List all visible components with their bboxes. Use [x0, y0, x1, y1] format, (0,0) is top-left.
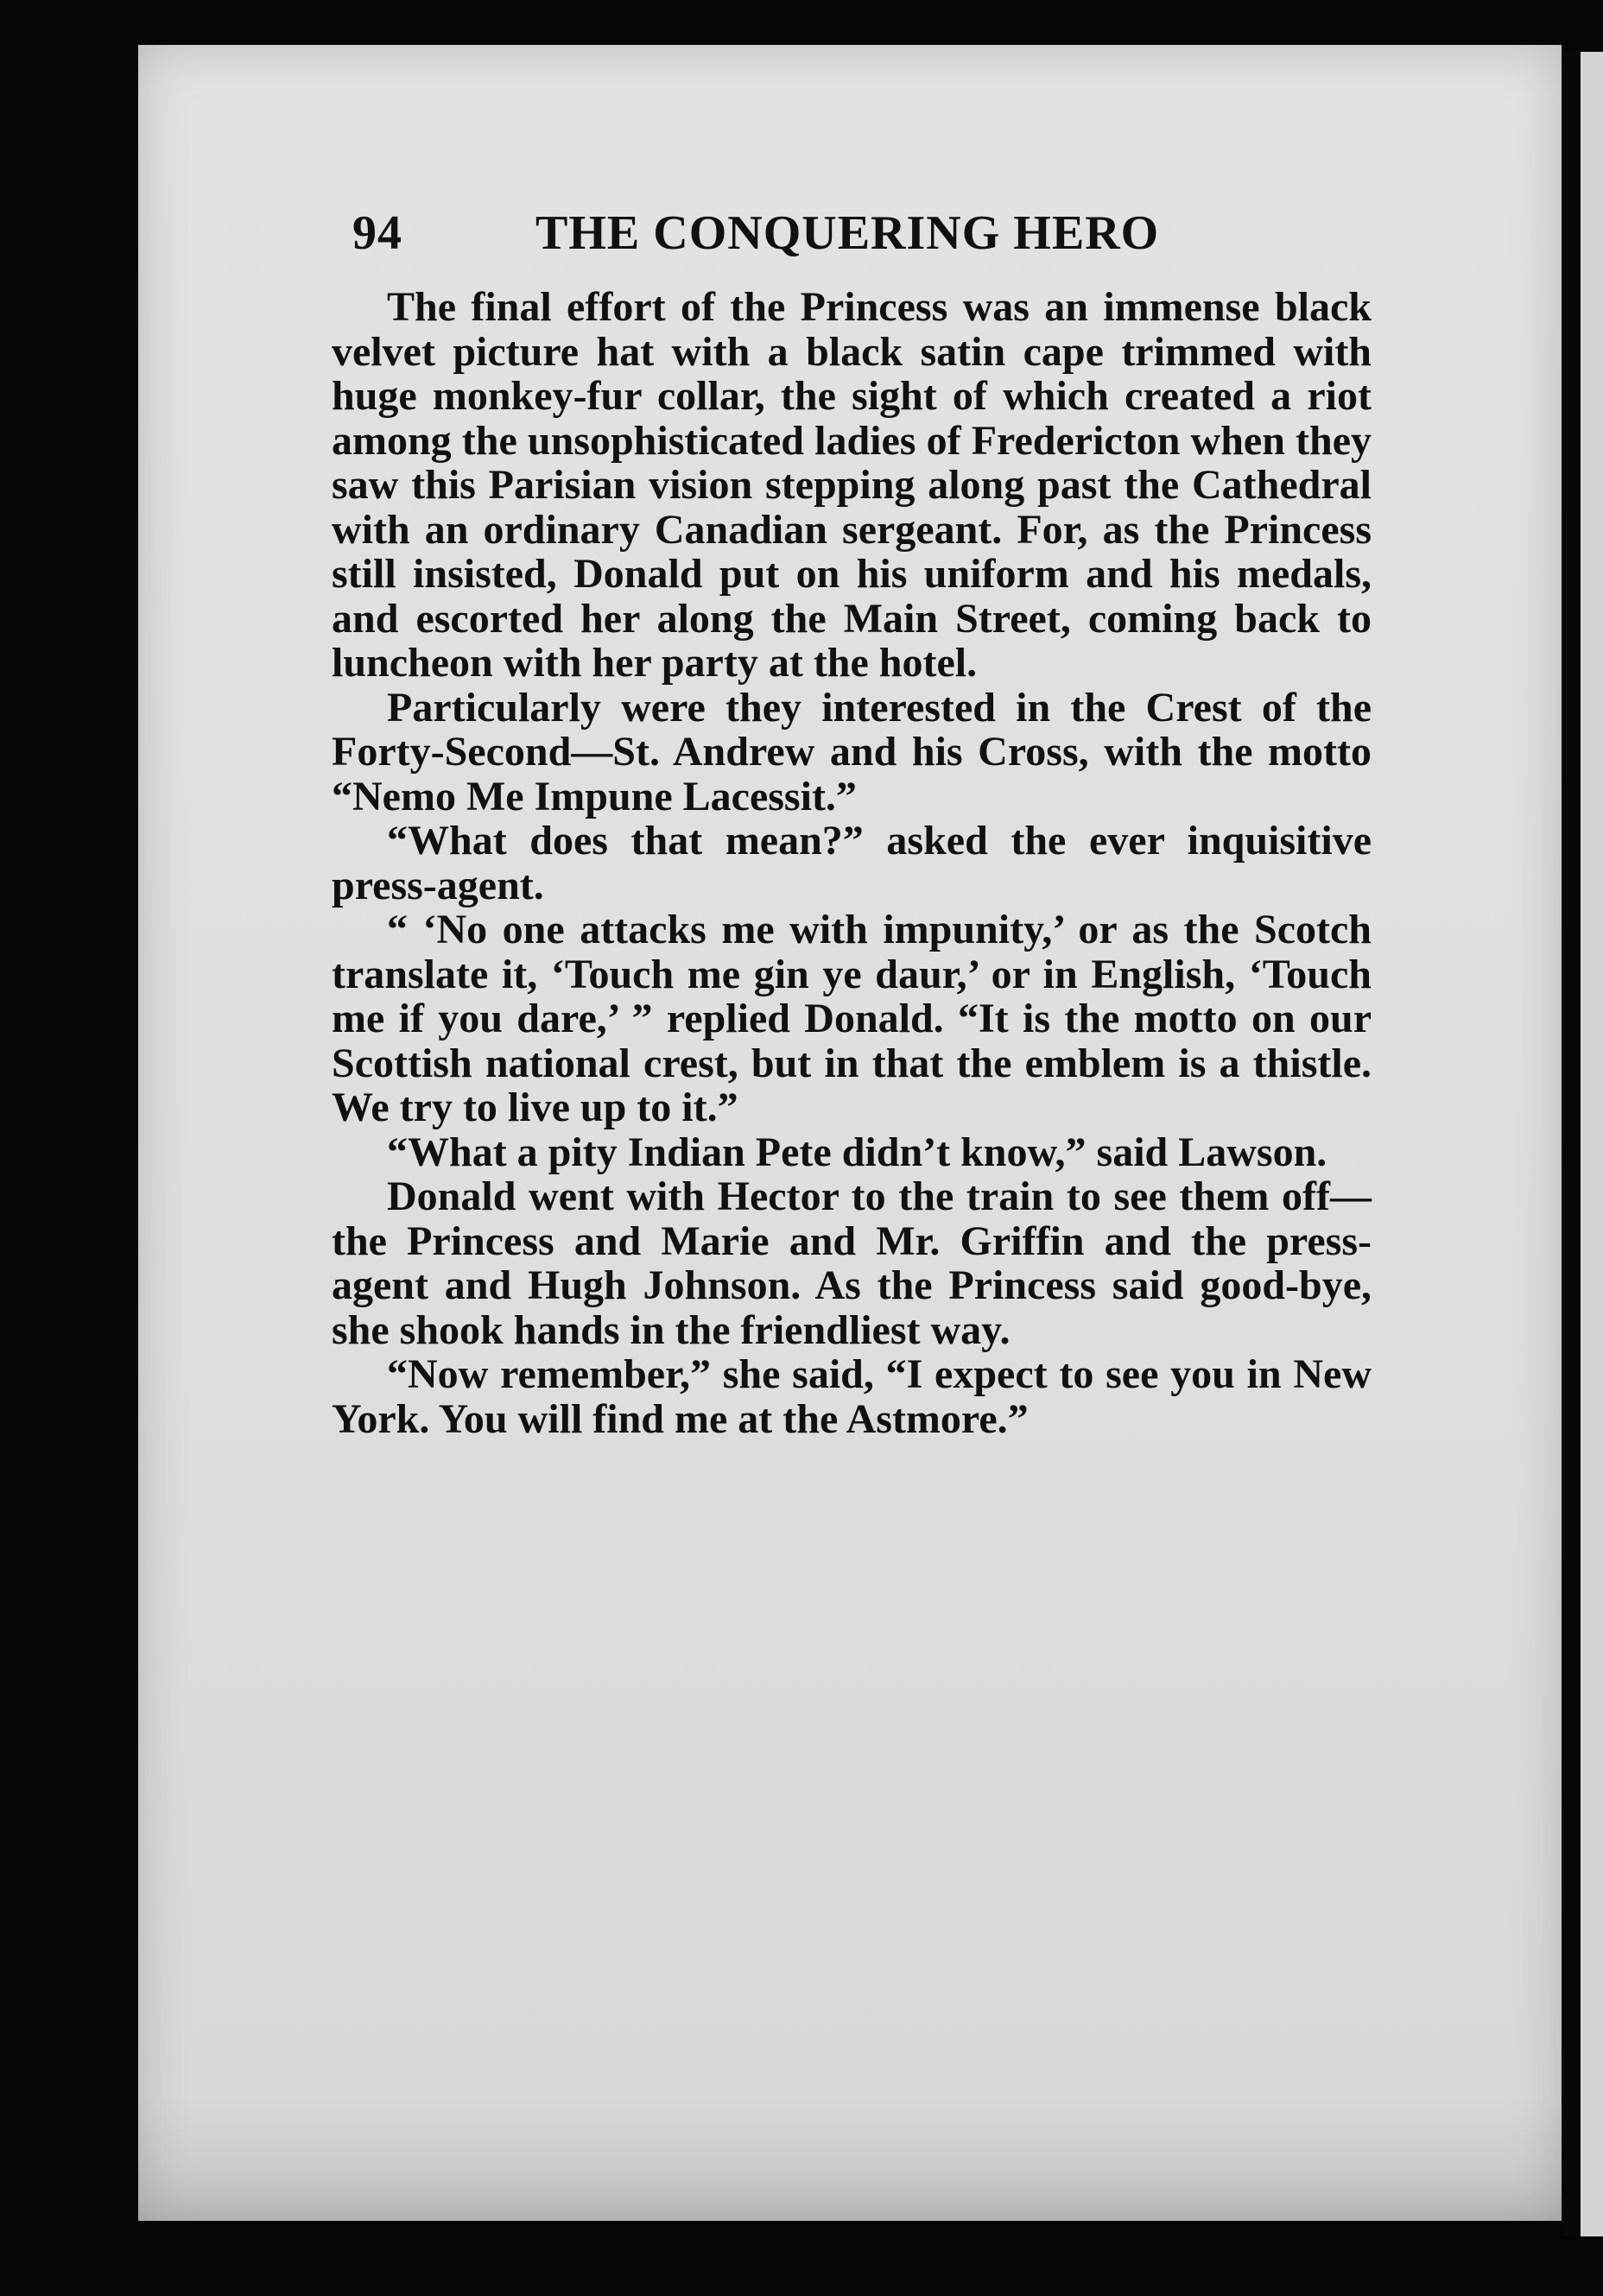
paragraph: “What does that mean?” asked the ever inquisitive press-agent. — [332, 818, 1372, 908]
paragraph: “What a pity Indian Pete didn’t know,” said Lawson. — [387, 1129, 1327, 1175]
body-text — [332, 285, 1372, 1441]
page-header — [352, 206, 1216, 275]
page-number: 94 — [352, 206, 402, 260]
running-title: THE CONQUERING HERO — [535, 206, 1160, 260]
paragraph: “ ‘No one attacks me with impunity,’ or as the Scotch translate it, ‘Touch me gin ye daur,’ or in English, ‘Touch me if you dare,’ ” replied Donald. “It is the motto on our Scottish national crest, but in that the emblem is a thistle. We try to live up to it.” — [332, 907, 1372, 1130]
facing-page-edge — [1562, 52, 1603, 2236]
paragraph: Donald went with Hector to the train to see them off—the Princess and Marie and Mr. Griffin and the press-agent and Hugh Johnson. As the Princess said good-bye, she shook hands in the friendliest way. — [332, 1173, 1372, 1353]
paragraph: The final effort of the Princess was an immense black velvet picture hat with a black satin cape trimmed with huge monkey-fur collar, the sight of which created a riot among the unsophisticated ladies of Fredericton when they saw this Parisian vision stepping along past the Cathedral with an ordinary Canadian sergeant. For, as the Princess still insisted, Donald put on his uniform and his medals, and escorted her along the Main Street, coming back to luncheon with her party at the hotel. — [332, 284, 1372, 686]
page-shadow — [138, 2098, 1562, 2221]
paragraph: “Now remember,” she said, “I expect to see you in New York. You will find me at the Astmore.” — [332, 1351, 1372, 1442]
paragraph: Particularly were they interested in the Crest of the Forty-Second—St. Andrew and his Cross, with the motto “Nemo Me Impune Lacessit.” — [332, 684, 1372, 819]
